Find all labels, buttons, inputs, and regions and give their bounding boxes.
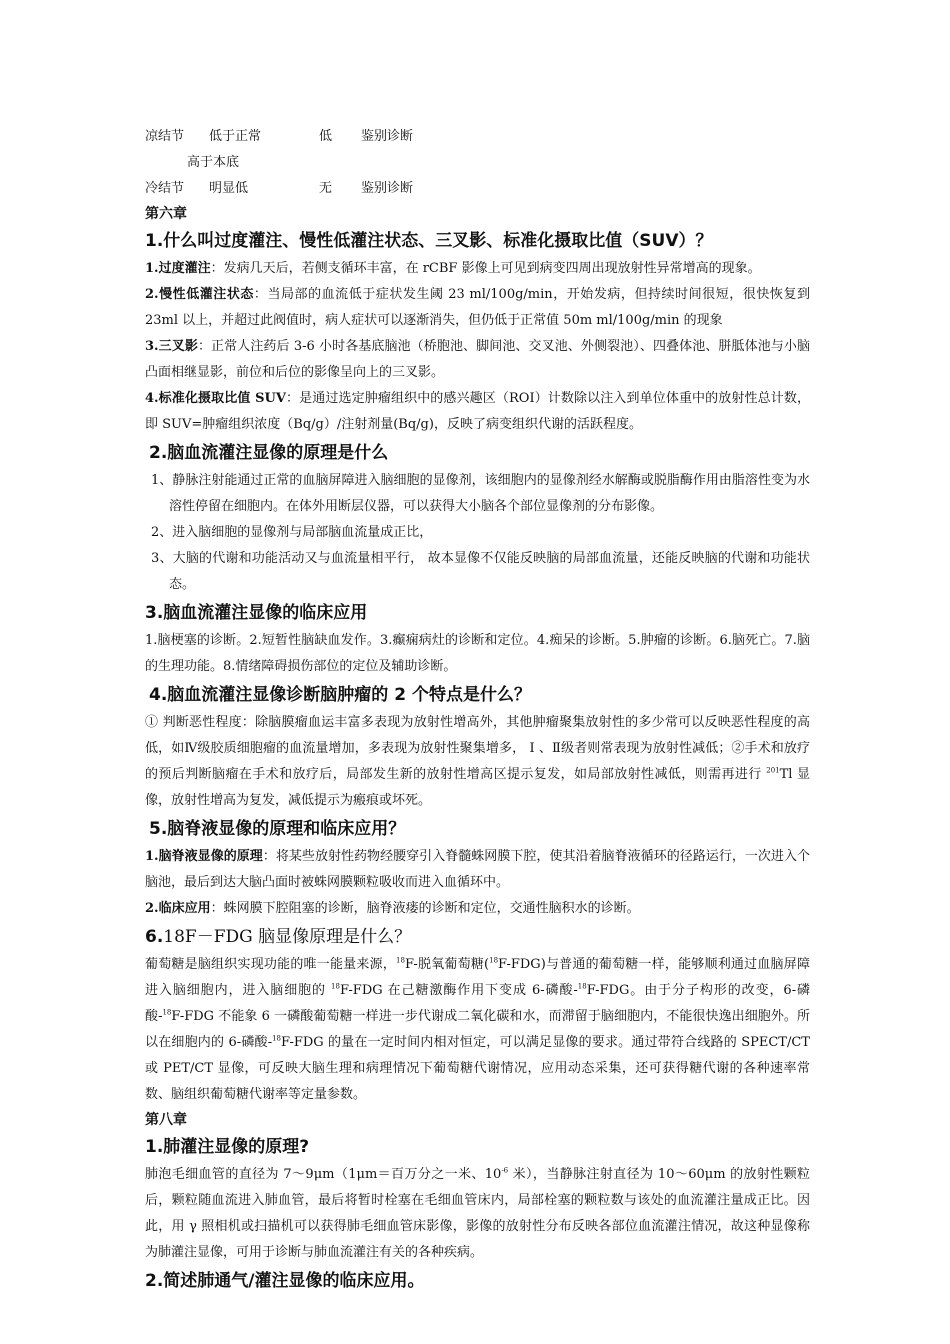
paragraph: 3.三叉影：正常人注药后 3-6 小时各基底脑池（桥胞池、脚间池、交叉池、外侧裂池）、四叠体池、胼胝体池与小脑凸面相继显影，前位和后位的影像呈向上的三叉影。 xyxy=(145,339,810,380)
chapter-heading: 第六章 xyxy=(145,206,187,222)
paragraph: ① 判断恶性程度：除脑膜瘤血运丰富多表现为放射性增高外，其他肿瘤聚集放射性的多少常可以反映恶性程度的高低，如Ⅳ级胶质细胞瘤的血流量增加，多表现为放射性聚集增多， Ⅰ 、Ⅱ级者则常表现为放射性减低；②手术和放疗的预后判断脑瘤在手术和放疗后，局部发生新的放射性增高区提示复发，如局部放射性减低，则需再进行 $^{201}$Tl 显像，放射性增高为复发，减低提示为瘢痕或坏死。 xyxy=(145,715,810,808)
question-heading: 3.脑血流灌注显像的临床应用 xyxy=(145,603,368,623)
table-cell: 无 xyxy=(319,181,333,196)
document-page xyxy=(145,124,810,1296)
list-item: 2、进入脑细胞的显像剂与局部脑血流量成正比， xyxy=(151,525,433,540)
paragraph: 4.标准化摄取比值 SUV：是通过选定肿瘤组织中的感兴趣区（ROI）计数除以注入到单位体重中的放射性总计数，即 SUV=肿瘤组织浓度（Bq/g）/注射剂量(Bq/g)，反映了病变组织代谢的活跃程度。 xyxy=(145,391,810,432)
list-item: 1、静脉注射能通过正常的血脑屏障进入脑细胞的显像剂，该细胞内的显像剂经水解酶或脱脂酶作用由脂溶性变为水溶性停留在细胞内。在体外用断层仪器，可以获得大小脑各个部位显像剂的分布影像。 xyxy=(151,473,810,514)
paragraph: 2.临床应用：蛛网膜下腔阻塞的诊断，脑脊液瘘的诊断和定位，交通性脑积水的诊断。 xyxy=(145,901,640,916)
paragraph: 1.过度灌注：发病几天后，若侧支循环丰富，在 rCBF 影像上可见到病变四周出现放射性异常增高的现象。 xyxy=(145,261,761,276)
question-heading: 1.什么叫过度灌注、慢性低灌注状态、三叉影、标准化摄取比值（SUV）？ xyxy=(145,231,713,251)
question-heading: 2.简述肺通气/灌注显像的临床应用。 xyxy=(145,1271,425,1291)
table-row xyxy=(145,124,810,150)
list-item: 3、大脑的代谢和功能活动又与血流量相平行， 故本显像不仅能反映脑的局部血流量，还能反映脑的代谢和功能状态。 xyxy=(151,551,810,592)
table-cell: 冷结节 xyxy=(145,181,185,196)
table-cell: 鉴别诊断 xyxy=(361,129,414,144)
table-row xyxy=(145,176,810,202)
question-heading: 6.18F－FDG 脑显像原理是什么？ xyxy=(145,927,412,947)
table-cell: 低于正常 xyxy=(209,129,262,144)
table-row xyxy=(145,150,810,176)
table-cell: 鉴别诊断 xyxy=(361,181,414,196)
question-heading: 4.脑血流灌注显像诊断脑肿瘤的 2 个特点是什么？ xyxy=(149,685,531,705)
paragraph: 1.脑脊液显像的原理：将某些放射性药物经腰穿引入脊髓蛛网膜下腔，使其沿着脑脊液循环的径路运行，一次进入个脑池，最后到达大脑凸面时被蛛网膜颗粒吸收而进入血循环中。 xyxy=(145,849,810,890)
table-cell: 凉结节 xyxy=(145,129,185,144)
paragraph: 葡萄糖是脑组织实现功能的唯一能量来源，$^{18}$F-脱氧葡萄糖($^{18}$F-FDG)与普通的葡萄糖一样，能够顺利通过血脑屏障进入脑细胞内，进入脑细胞的 $^{18}$F-FDG 在己糖激酶作用下变成 6-磷酸-$^{18}$F-FDG。由于分子构形的改变，6-磷酸-$^{18}$F-FDG 不能象 6 一磷酸葡萄糖一样进一步代谢成二氧化碳和水，而滞留于脑细胞内，不能很快逸出细胞外。所以在细胞内的 6-磷酸-$^{18}$F-FDG 的量在一定时间内相对恒定，可以满足显像的要求。通过带符合线路的 SPECT/CT 或 PET/CT 显像，可反映大脑生理和病理情况下葡萄糖代谢情况，应用动态采集，还可获得糖代谢的各种速率常数、脑组织葡萄糖代谢率等定量参数。 xyxy=(145,956,811,1102)
question-heading: 5.脑脊液显像的原理和临床应用？ xyxy=(149,819,406,839)
paragraph: 2.慢性低灌注状态：当局部的血流低于症状发生阈 23 ml/100g/min，开始发病，但持续时间很短，很快恢复到 23ml 以上，并超过此阀值时，病人症状可以逐渐消失，但仍低于正常值 50m ml/100g/min 的现象 xyxy=(145,287,810,328)
table-cell: 高于本底 xyxy=(187,155,240,170)
chapter-heading: 第八章 xyxy=(145,1112,187,1128)
table-cell: 低 xyxy=(319,129,333,144)
table-cell: 明显低 xyxy=(209,181,249,196)
question-heading: 2.脑血流灌注显像的原理是什么 xyxy=(149,443,389,463)
paragraph: 肺泡毛细血管的直径为 7～9μm（1μm＝百万分之一米、$10^{-6}$ 米），当静脉注射直径为 10～60μm 的放射性颗粒后，颗粒随血流进入肺血管，最后将暂时栓塞在毛细血管床内，局部栓塞的颗粒数与该处的血流灌注量成正比。因此，用 γ 照相机或扫描机可以获得肺毛细血管床影像，影像的放射性分布反映各部位血流灌注情况，故这种显像称为肺灌注显像，可用于诊断与肺血流灌注有关的各种疾病。 xyxy=(145,1166,810,1260)
question-heading: 1.肺灌注显像的原理? xyxy=(145,1137,310,1157)
paragraph: 1.脑梗塞的诊断。2.短暂性脑缺血发作。3.癫痫病灶的诊断和定位。4.痴呆的诊断。5.肿瘤的诊断。6.脑死亡。7.脑的生理功能。8.情绪障碍损伤部位的定位及辅助诊断。 xyxy=(145,633,810,674)
